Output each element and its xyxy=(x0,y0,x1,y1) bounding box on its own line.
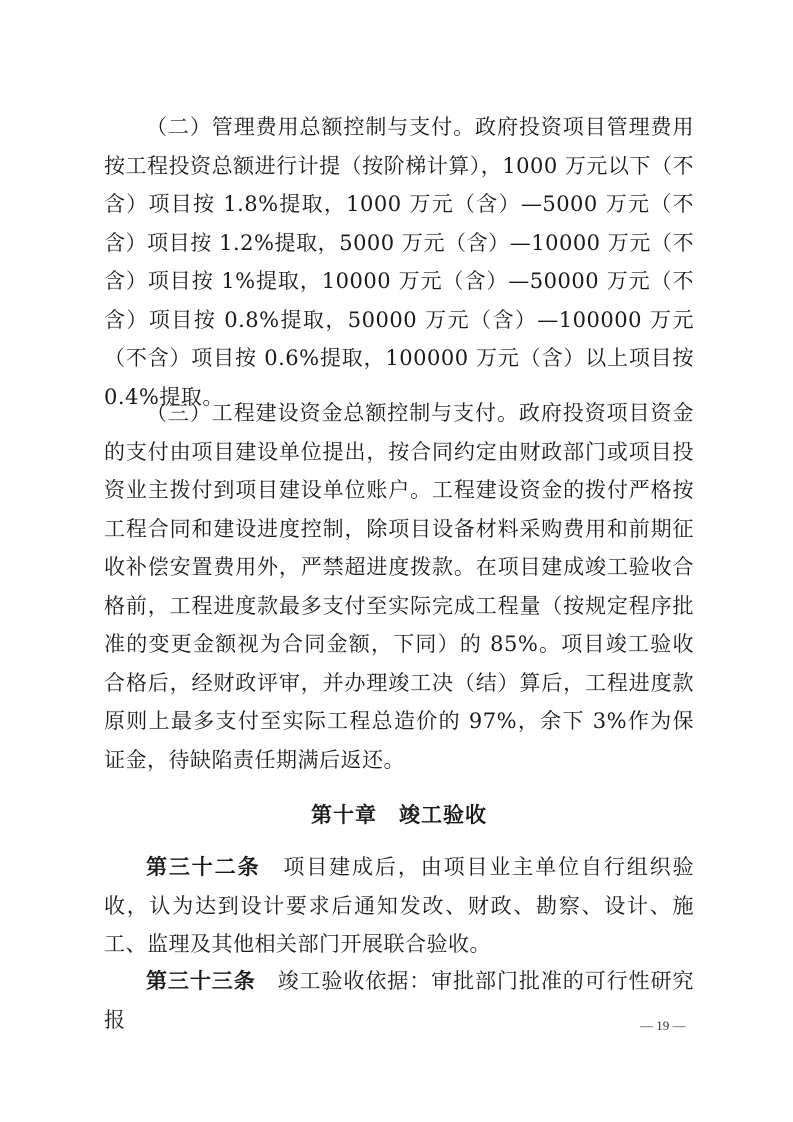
article-32 xyxy=(104,848,694,964)
page-number: — 19 — xyxy=(640,1018,686,1033)
paragraph-management-fee: （二）管理费用总额控制与支付。政府投资项目管理费用按工程投资总额进行计提（按阶梯计算），1000 万元以下（不含）项目按 1.8%提取，1000 万元（含）—5000 万元（不含）项目按 1.2%提取，5000 万元（含）—10000 万元（不含）项目按 1%提取，10000 万元（含）—50000 万元（不含）项目按 0.8%提取，50000 万元（含）—100000 万元（不含）项目按 0.6%提取，100000 万元（含）以上项目按 0.4%提取。 xyxy=(104,115,694,409)
article-32-label: 第三十二条 xyxy=(146,855,261,879)
paragraph-construction-funds: （三）工程建设资金总额控制与支付。政府投资项目资金的支付由项目建设单位提出，按合同约定由财政部门或项目投资业主拨付到项目建设单位账户。工程建设资金的拨付严格按工程合同和建设进度控制，除项目设备材料采购费用和前期征收补偿安置费用外，严禁超进度拨款。在项目建成竣工验收合格前，工程进度款最多支付至实际完成工程量（按规定程序批准的变更金额视为合同金额，下同）的 85%。项目竣工验收合格后，经财政评审，并办理竣工决（结）算后，工程进度款原则上最多支付至实际工程总造价的 97%，余下 3%作为保证金，待缺陷责任期满后返还。 xyxy=(104,401,694,772)
article-33-text: 竣工验收依据：审批部门批准的可行性研究报 xyxy=(104,969,694,1032)
chapter-heading: 第十章 竣工验收 xyxy=(311,803,487,827)
article-33 xyxy=(104,962,694,1039)
article-33-label: 第三十三条 xyxy=(146,969,256,993)
article-32-text: 项目建成后，由项目业主单位自行组织验收，认为达到设计要求后通知发改、财政、勘察、设计、施工、监理及其他相关部门开展联合验收。 xyxy=(104,855,695,956)
